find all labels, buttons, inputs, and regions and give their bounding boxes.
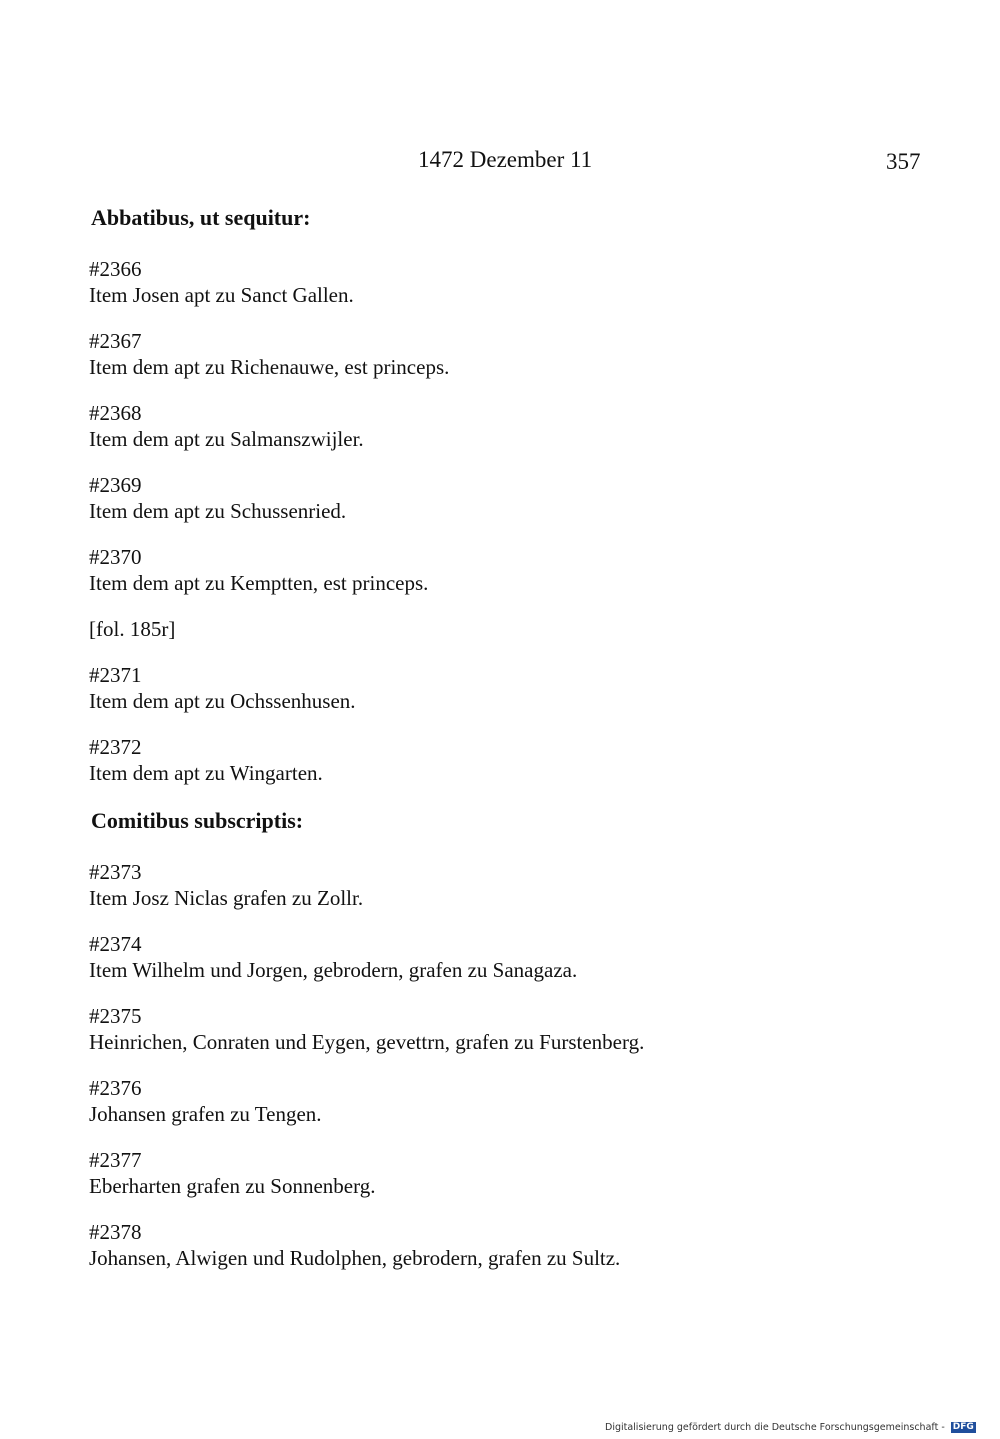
entry-text: Johansen, Alwigen und Rudolphen, gebrodern, grafen zu Sultz. [89,1246,621,1270]
entry-text: Item dem apt zu Kemptten, est princeps. [89,571,429,595]
section-heading-abbots: Abbatibus, ut sequitur: [91,205,311,230]
entry-text: Item Josen apt zu Sanct Gallen. [89,283,354,307]
entry [89,662,949,714]
entry-text: Item dem apt zu Ochssenhusen. [89,689,356,713]
entry-number: #2370 [89,545,142,569]
entry-number: #2368 [89,401,142,425]
entry [89,931,949,983]
entry [89,1147,949,1199]
entry-number: #2378 [89,1220,142,1244]
entry-number: #2367 [89,329,142,353]
funding-note: Digitalisierung gefördert durch die Deutsche Forschungsgemeinschaft - [605,1422,945,1433]
entry [89,1003,949,1055]
entry-text: Item Josz Niclas grafen zu Zollr. [89,886,364,910]
entry-text: Item Wilhelm und Jorgen, gebrodern, grafen zu Sanagaza. [89,958,578,982]
dfg-logo: DFG [952,1422,974,1432]
entry-text: Item dem apt zu Richenauwe, est princeps. [89,355,450,379]
page-number: 357 [886,149,921,174]
entry-number: #2372 [89,735,142,759]
entry-number: #2375 [89,1004,142,1028]
section-heading-counts: Comitibus subscriptis: [91,808,304,833]
entry-number: #2374 [89,932,142,956]
header-title: 1472 Dezember 11 [418,147,593,172]
entry [89,1075,949,1127]
entry [89,1219,949,1271]
entry-text: Eberharten grafen zu Sonnenberg. [89,1174,376,1198]
entry [89,400,949,452]
entry [89,859,949,911]
entry-text: Heinrichen, Conraten und Eygen, gevettrn, grafen zu Furstenberg. [89,1030,645,1054]
document-body [89,203,949,1291]
funding-footer [605,1422,976,1434]
entry [89,256,949,308]
entry-number: #2373 [89,860,142,884]
entry-text: Item dem apt zu Schussenried. [89,499,347,523]
entry [89,734,949,786]
entry [89,328,949,380]
entry-number: #2376 [89,1076,142,1100]
entry-number: #2371 [89,663,142,687]
entry-number: #2377 [89,1148,142,1172]
entry-number: #2366 [89,257,142,281]
entry-text: Johansen grafen zu Tengen. [89,1102,322,1126]
entry-text: Item dem apt zu Wingarten. [89,761,323,785]
entry-text: Item dem apt zu Salmanszwijler. [89,427,364,451]
entry [89,472,949,524]
entry-number: #2369 [89,473,142,497]
entry [89,544,949,596]
running-head [0,144,1000,180]
folio-marker: [fol. 185r] [89,617,176,641]
